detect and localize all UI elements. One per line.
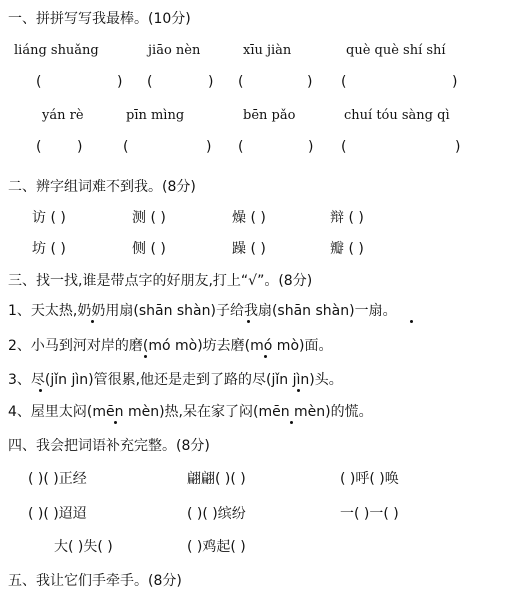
- answer-open-4: (: [341, 74, 347, 90]
- phrase-7: 大( )失( ): [54, 539, 113, 555]
- emphasis-dot: [297, 389, 300, 392]
- answer-close-3: ): [307, 74, 313, 90]
- phrase-6: 一( )一( ): [340, 506, 399, 522]
- answer-open-5: (: [36, 139, 42, 155]
- char-pair-1: 访 ( ): [32, 210, 66, 226]
- answer-close-5: ): [77, 139, 83, 155]
- phrase-3: ( )呼( )唤: [340, 471, 399, 487]
- answer-open-2: (: [147, 74, 153, 90]
- section5-title: 五、我让它们手牵手。(8分): [8, 573, 182, 589]
- char-pair-6: 侧 ( ): [132, 241, 166, 257]
- emphasis-dot: [410, 320, 413, 323]
- answer-close-2: ): [208, 74, 214, 90]
- char-pair-3: 燥 ( ): [232, 210, 266, 226]
- section2-title: 二、辨字组词难不到我。(8分): [8, 179, 196, 195]
- answer-open-3: (: [238, 74, 244, 90]
- answer-close-1: ): [117, 74, 123, 90]
- answer-close-4: ): [452, 74, 458, 90]
- pinyin-3: xīu jiàn: [243, 43, 292, 58]
- answer-open-1: (: [36, 74, 42, 90]
- emphasis-dot: [264, 355, 267, 358]
- phrase-4: ( )( )迢迢: [28, 506, 87, 522]
- pinyin-7: bēn pǎo: [243, 108, 296, 123]
- emphasis-dot: [290, 421, 293, 424]
- emphasis-dot: [39, 389, 42, 392]
- answer-close-6: ): [206, 139, 212, 155]
- question-4: 4、屋里太闷(mēn mèn)热,呆在家了闷(mēn mèn)的慌。: [8, 404, 373, 420]
- char-pair-5: 坊 ( ): [32, 241, 66, 257]
- phrase-5: ( )( )缤纷: [187, 506, 246, 522]
- section3-title: 三、找一找,谁是带点字的好朋友,打上“√”。(8分): [8, 273, 313, 289]
- char-pair-2: 测 ( ): [132, 210, 166, 226]
- phrase-2: 翩翩( )( ): [187, 471, 246, 487]
- section4-title: 四、我会把词语补充完整。(8分): [8, 438, 210, 454]
- pinyin-2: jiāo nèn: [148, 43, 201, 58]
- char-pair-7: 躁 ( ): [232, 241, 266, 257]
- char-pair-4: 辩 ( ): [330, 210, 364, 226]
- emphasis-dot: [247, 320, 250, 323]
- pinyin-8: chuí tóu sàng qì: [344, 108, 450, 123]
- pinyin-1: liáng shuǎng: [14, 43, 99, 58]
- pinyin-6: pīn mìng: [126, 108, 185, 123]
- emphasis-dot: [144, 355, 147, 358]
- answer-close-7: ): [308, 139, 314, 155]
- answer-open-8: (: [341, 139, 347, 155]
- emphasis-dot: [91, 320, 94, 323]
- pinyin-4: què què shí shí: [346, 43, 446, 58]
- answer-open-7: (: [238, 139, 244, 155]
- section1-title: 一、拼拼写写我最棒。(10分): [8, 11, 191, 27]
- pinyin-5: yán rè: [42, 108, 84, 123]
- char-pair-8: 瓣 ( ): [330, 241, 364, 257]
- answer-close-8: ): [455, 139, 461, 155]
- answer-open-6: (: [123, 139, 129, 155]
- emphasis-dot: [114, 421, 117, 424]
- question-2: 2、小马到河对岸的磨(mó mò)坊去磨(mó mò)面。: [8, 338, 333, 354]
- phrase-1: ( )( )正经: [28, 471, 87, 487]
- question-3: 3、尽(jǐn jìn)管很累,他还是走到了路的尽(jǐn jìn)头。: [8, 372, 343, 388]
- question-1: 1、天太热,奶奶用扇(shān shàn)子给我扇(shān shàn)一扇。: [8, 303, 397, 319]
- phrase-8: ( )鸡起( ): [187, 539, 246, 555]
